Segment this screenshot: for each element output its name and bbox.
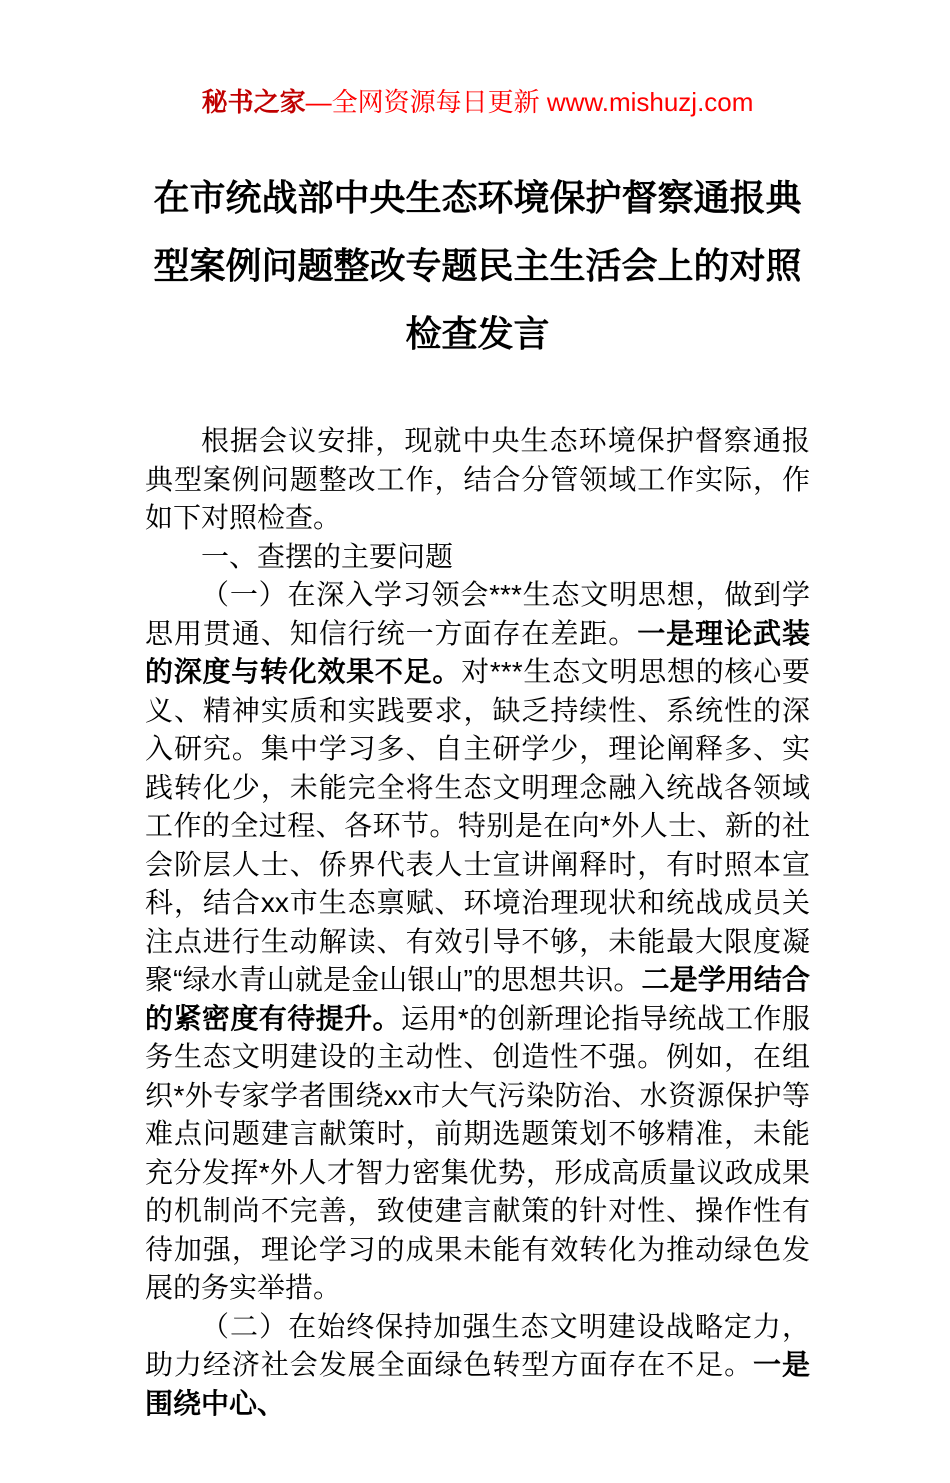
- site-tagline: —全网资源每日更新: [305, 87, 547, 117]
- bold-run: 一是围绕中心、: [145, 1349, 810, 1419]
- document-title: 在市统战部中央生态环境保护督察通报典型案例问题整改专题民主生活会上的对照检查发言: [153, 177, 802, 354]
- text-run: （一）在深入学习领会***生态文明思想，做到学思用贯通、知信行统一方面存在差距。: [145, 579, 810, 649]
- paragraph: [145, 1308, 810, 1424]
- bold-run: 二是学用结合的紧密度有待提升。: [145, 964, 810, 1034]
- site-url-link[interactable]: www.mishuzj.com: [546, 87, 754, 117]
- header-banner: [145, 86, 810, 118]
- text-run: 对***生态文明思想的核心要义、精神实质和实践要求，缺乏持续性、系统性的深入研究。集中学习多、自主研学少，理论阐释多、实践转化少，未能完全将生态文明理念融入统战各领域工作的全过程、各环节。特别是在向*外人士、新的社会阶层人士、侨界代表人士宣讲阐释时，有时照本宣科，结合xx市生态禀赋、环境治理现状和统战成员关注点进行生动解读、有效引导不够，未能最大限度凝聚“绿水青山就是金山银山”的思想共识。: [145, 656, 810, 995]
- paragraph: [145, 422, 810, 538]
- bold-run: 一是理论武装的深度与转化效果不足。: [145, 617, 810, 687]
- paragraph: [145, 538, 810, 577]
- text-run: 根据会议安排，现就中央生态环境保护督察通报典型案例问题整改工作，结合分管领域工作实际，作如下对照检查。: [145, 425, 810, 533]
- text-run: （二）在始终保持加强生态文明建设战略定力，助力经济社会发展全面绿色转型方面存在不足。: [145, 1310, 810, 1380]
- paragraph: [145, 576, 810, 1308]
- text-run: 一、查摆的主要问题: [201, 540, 454, 572]
- document-body: [145, 422, 810, 1423]
- site-name: 秘书之家: [201, 87, 306, 117]
- text-run: 运用*的创新理论指导统战工作服务生态文明建设的主动性、创造性不强。例如，在组织*外专家学者围绕xx市大气污染防治、水资源保护等难点问题建言献策时，前期选题策划不够精准，未能充分发挥*外人才智力密集优势，形成高质量议政成果的机制尚不完善，致使建言献策的针对性、操作性有待加强，理论学习的成果未能有效转化为推动绿色发展的务实举措。: [145, 1002, 810, 1303]
